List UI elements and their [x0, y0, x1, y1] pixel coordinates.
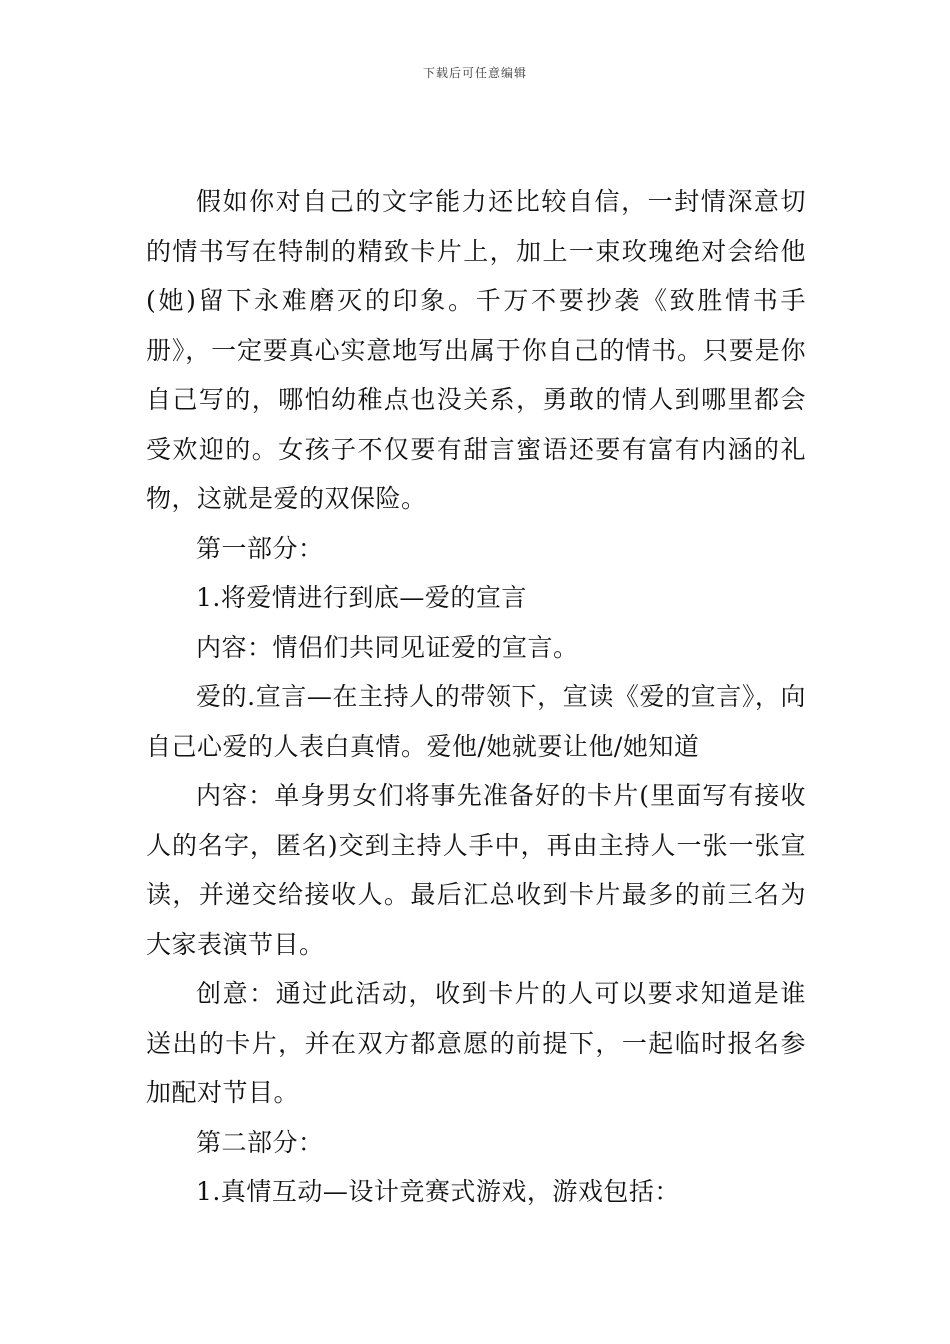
- card-activity-content: 内容：单身男女们将事先准备好的卡片(里面写有接收人的名字，匿名)交到主持人手中，再由主持人一张一张宣读，并递交给接收人。最后汇总收到卡片最多的前三名为大家表演节目。: [146, 781, 806, 959]
- page-header: 下载后可任意编辑: [422, 66, 527, 80]
- love-declaration-paragraph: 爱的.宣言—在主持人的带领下，宣读《爱的宣言》，向自己心爱的人表白真情。爱他/她就要让他/她知道: [146, 682, 806, 761]
- section-two-heading: 第二部分：: [196, 1127, 324, 1157]
- section-one-heading: 第一部分：: [196, 533, 324, 563]
- item-love-declaration-title: 1.将爱情进行到底—爱的宣言: [196, 583, 527, 612]
- item-interactive-games-title: 1.真情互动—设计竞赛式游戏，游戏包括：: [196, 1177, 680, 1206]
- intro-paragraph: 假如你对自己的文字能力还比较自信，一封情深意切的情书写在特制的精致卡片上，加上一束玫瑰绝对会给他(她)留下永难磨灭的印象。千万不要抄袭《致胜情书手册》，一定要真心实意地写出属于你自己的情书。只要是你自己写的，哪怕幼稚点也没关系，勇敢的情人到哪里都会受欢迎的。女孩子不仅要有甜言蜜语还要有富有内涵的礼物，这就是爱的双保险。: [146, 187, 806, 513]
- document-body: [146, 177, 806, 1217]
- card-activity-idea: 创意：通过此活动，收到卡片的人可以要求知道是谁送出的卡片，并在双方都意愿的前提下，一起临时报名参加配对节目。: [146, 979, 806, 1107]
- item-love-declaration-content: 内容：情侣们共同见证爱的宣言。: [196, 632, 579, 662]
